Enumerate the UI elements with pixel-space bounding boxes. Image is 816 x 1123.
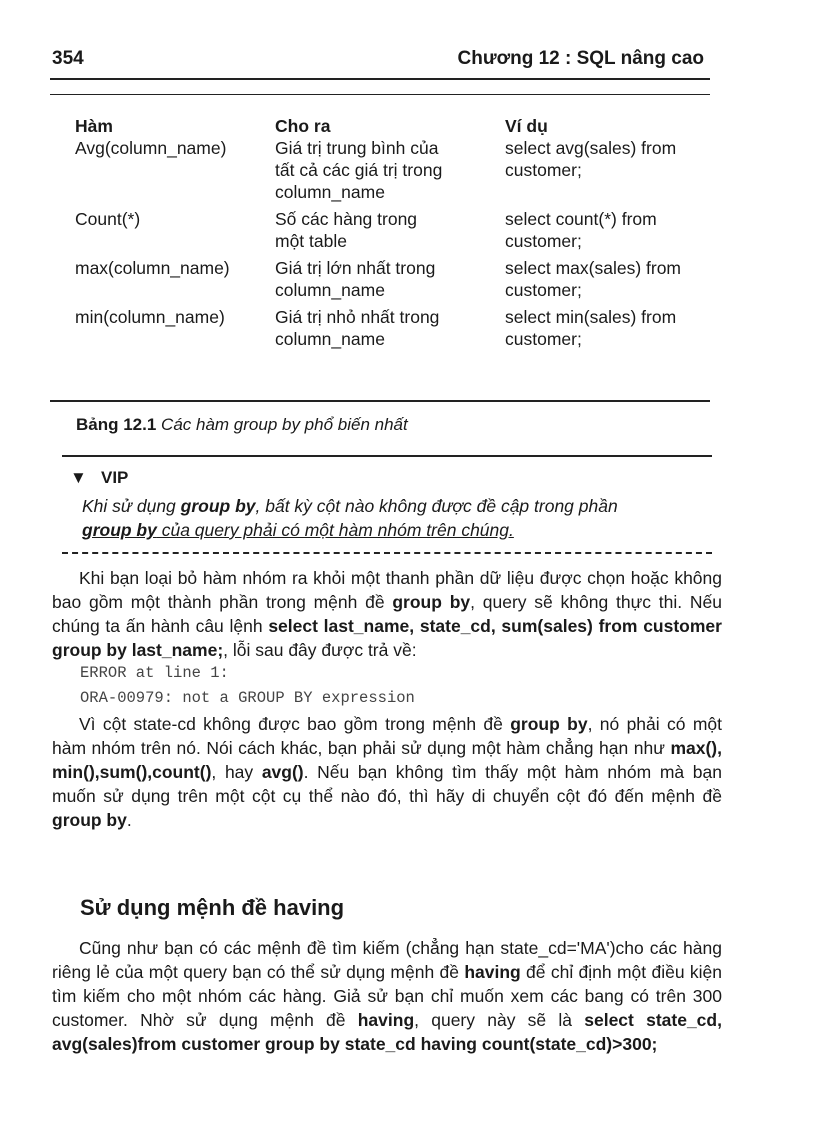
cell-function: min(column_name) xyxy=(75,307,225,327)
bold-text: avg() xyxy=(261,762,304,782)
cell-line: column_name xyxy=(275,280,385,300)
cell-line: customer; xyxy=(505,231,582,251)
text: , query này sẽ là xyxy=(414,1010,585,1030)
cell-line: customer; xyxy=(505,280,582,300)
bold-text: group by xyxy=(52,810,127,830)
bold-text: max(), min(),sum(),count() xyxy=(52,738,722,782)
code-line-2: ORA-00979: not a GROUP BY expression xyxy=(80,689,415,707)
text: , nó phải có một hàm nhóm trên nó. Nói cách khác, bạn phải sử dụng một hàm chẳng hạn như xyxy=(52,714,722,758)
cell-function: Count(*) xyxy=(75,209,141,229)
cell-line: Số các hàng trong xyxy=(275,209,418,229)
cell-line: column_name xyxy=(275,182,385,202)
text: Khi bạn loại bỏ hàm nhóm ra khỏi một thanh phần dữ liệu được chọn hoặc không bao gồm một thành phần trong mệnh đề xyxy=(52,568,722,612)
bold-text: select last_name, state_cd, sum(sales) from customer group by last_name; xyxy=(52,616,722,660)
bold-text: group by xyxy=(392,592,471,612)
vip-bold: group by xyxy=(180,496,256,516)
bold-text: group by xyxy=(510,714,588,734)
caption-label: Bảng 12.1 xyxy=(76,415,157,434)
table-caption xyxy=(76,415,408,435)
group-functions-table xyxy=(75,115,715,350)
cell-example xyxy=(505,137,715,203)
cell-result xyxy=(275,208,505,252)
code-line-1: ERROR at line 1: xyxy=(80,664,229,682)
text: để chỉ định một điều kiện tìm kiếm cho một nhóm các hàng. Giả sử bạn chỉ muốn xem các bang có trên 300 customer. Nhờ sử dụng mệnh đề xyxy=(52,962,722,1030)
text: Cũng như bạn có các mệnh đề tìm kiếm (chẳng hạn state_cd='MA')cho các hàng riêng lẻ của một query bạn có thể sử dụng mệnh đề xyxy=(52,938,722,982)
cell-result xyxy=(275,306,505,350)
table-row xyxy=(75,306,715,350)
vip-title: VIP xyxy=(101,468,129,487)
table-top-rule xyxy=(50,94,710,95)
cell-line: tất cả các giá trị trong xyxy=(275,160,443,180)
text: Vì cột state-cd không được bao gồm trong mệnh đề xyxy=(79,714,511,734)
cell-function: Avg(column_name) xyxy=(75,138,227,158)
section-heading: Sử dụng mệnh đề having xyxy=(80,895,345,920)
text: . Nếu bạn không tìm thấy một hàm nhóm mà bạn muốn sử dụng trên một cột cụ thể nào đó, thì hãy di chuyển cột đó đến mệnh đề xyxy=(52,762,722,806)
table-row xyxy=(75,208,715,252)
table-row xyxy=(75,137,715,203)
vip-dashed-rule xyxy=(62,552,712,554)
text: , hay xyxy=(211,762,262,782)
table-row xyxy=(75,257,715,301)
vip-text-part: của query phải có một hàm nhóm trên chúng. xyxy=(156,520,514,540)
bold-text: having xyxy=(464,962,521,982)
vip-note xyxy=(82,494,722,542)
table-header-row xyxy=(75,115,715,137)
cell-line: Giá trị trung bình của xyxy=(275,138,439,158)
header-example: Ví dụ xyxy=(505,116,548,136)
header-function: Hàm xyxy=(75,116,113,136)
cell-line: customer; xyxy=(505,329,582,349)
cell-example xyxy=(505,306,715,350)
vip-text-part: , bất kỳ cột nào không được đề cập trong phần xyxy=(255,496,618,516)
cell-line: select count(*) from xyxy=(505,209,657,229)
chapter-title: Chương 12 : SQL nâng cao xyxy=(457,48,704,69)
bold-text: having xyxy=(357,1010,415,1030)
header-rule xyxy=(50,78,710,80)
header-result: Cho ra xyxy=(275,116,331,136)
cell-result xyxy=(275,137,505,203)
cell-function: max(column_name) xyxy=(75,258,230,278)
cell-line: select min(sales) from xyxy=(505,307,677,327)
cell-line: một table xyxy=(275,231,347,251)
page-number: 354 xyxy=(52,48,84,69)
cell-line: Giá trị lớn nhất trong xyxy=(275,258,436,278)
cell-example xyxy=(505,257,715,301)
paragraph-2 xyxy=(52,712,722,832)
cell-line: customer; xyxy=(505,160,582,180)
cell-line: select avg(sales) from xyxy=(505,138,677,158)
cell-example xyxy=(505,208,715,252)
paragraph-1 xyxy=(52,566,722,662)
text: . xyxy=(126,810,132,830)
cell-line: Giá trị nhỏ nhất trong xyxy=(275,307,440,327)
down-triangle-icon: ▼ xyxy=(70,468,87,487)
vip-bold: group by xyxy=(82,520,157,540)
text: , lỗi sau đây được trả về: xyxy=(223,640,417,660)
vip-top-rule xyxy=(62,455,712,457)
vip-heading xyxy=(70,468,128,488)
text: , query sẽ không thực thi. Nếu chúng ta ấn hành câu lệnh xyxy=(52,592,722,636)
table-bottom-rule xyxy=(50,400,710,402)
cell-line: column_name xyxy=(275,329,385,349)
vip-text-part: Khi sử dụng xyxy=(82,496,181,516)
cell-result xyxy=(275,257,505,301)
paragraph-3 xyxy=(52,936,722,1056)
caption-text: Các hàm group by phổ biến nhất xyxy=(161,415,408,434)
bold-text: select state_cd, avg(sales)from customer group by state_cd having count(state_cd)>300; xyxy=(52,1010,722,1054)
cell-line: select max(sales) from xyxy=(505,258,682,278)
